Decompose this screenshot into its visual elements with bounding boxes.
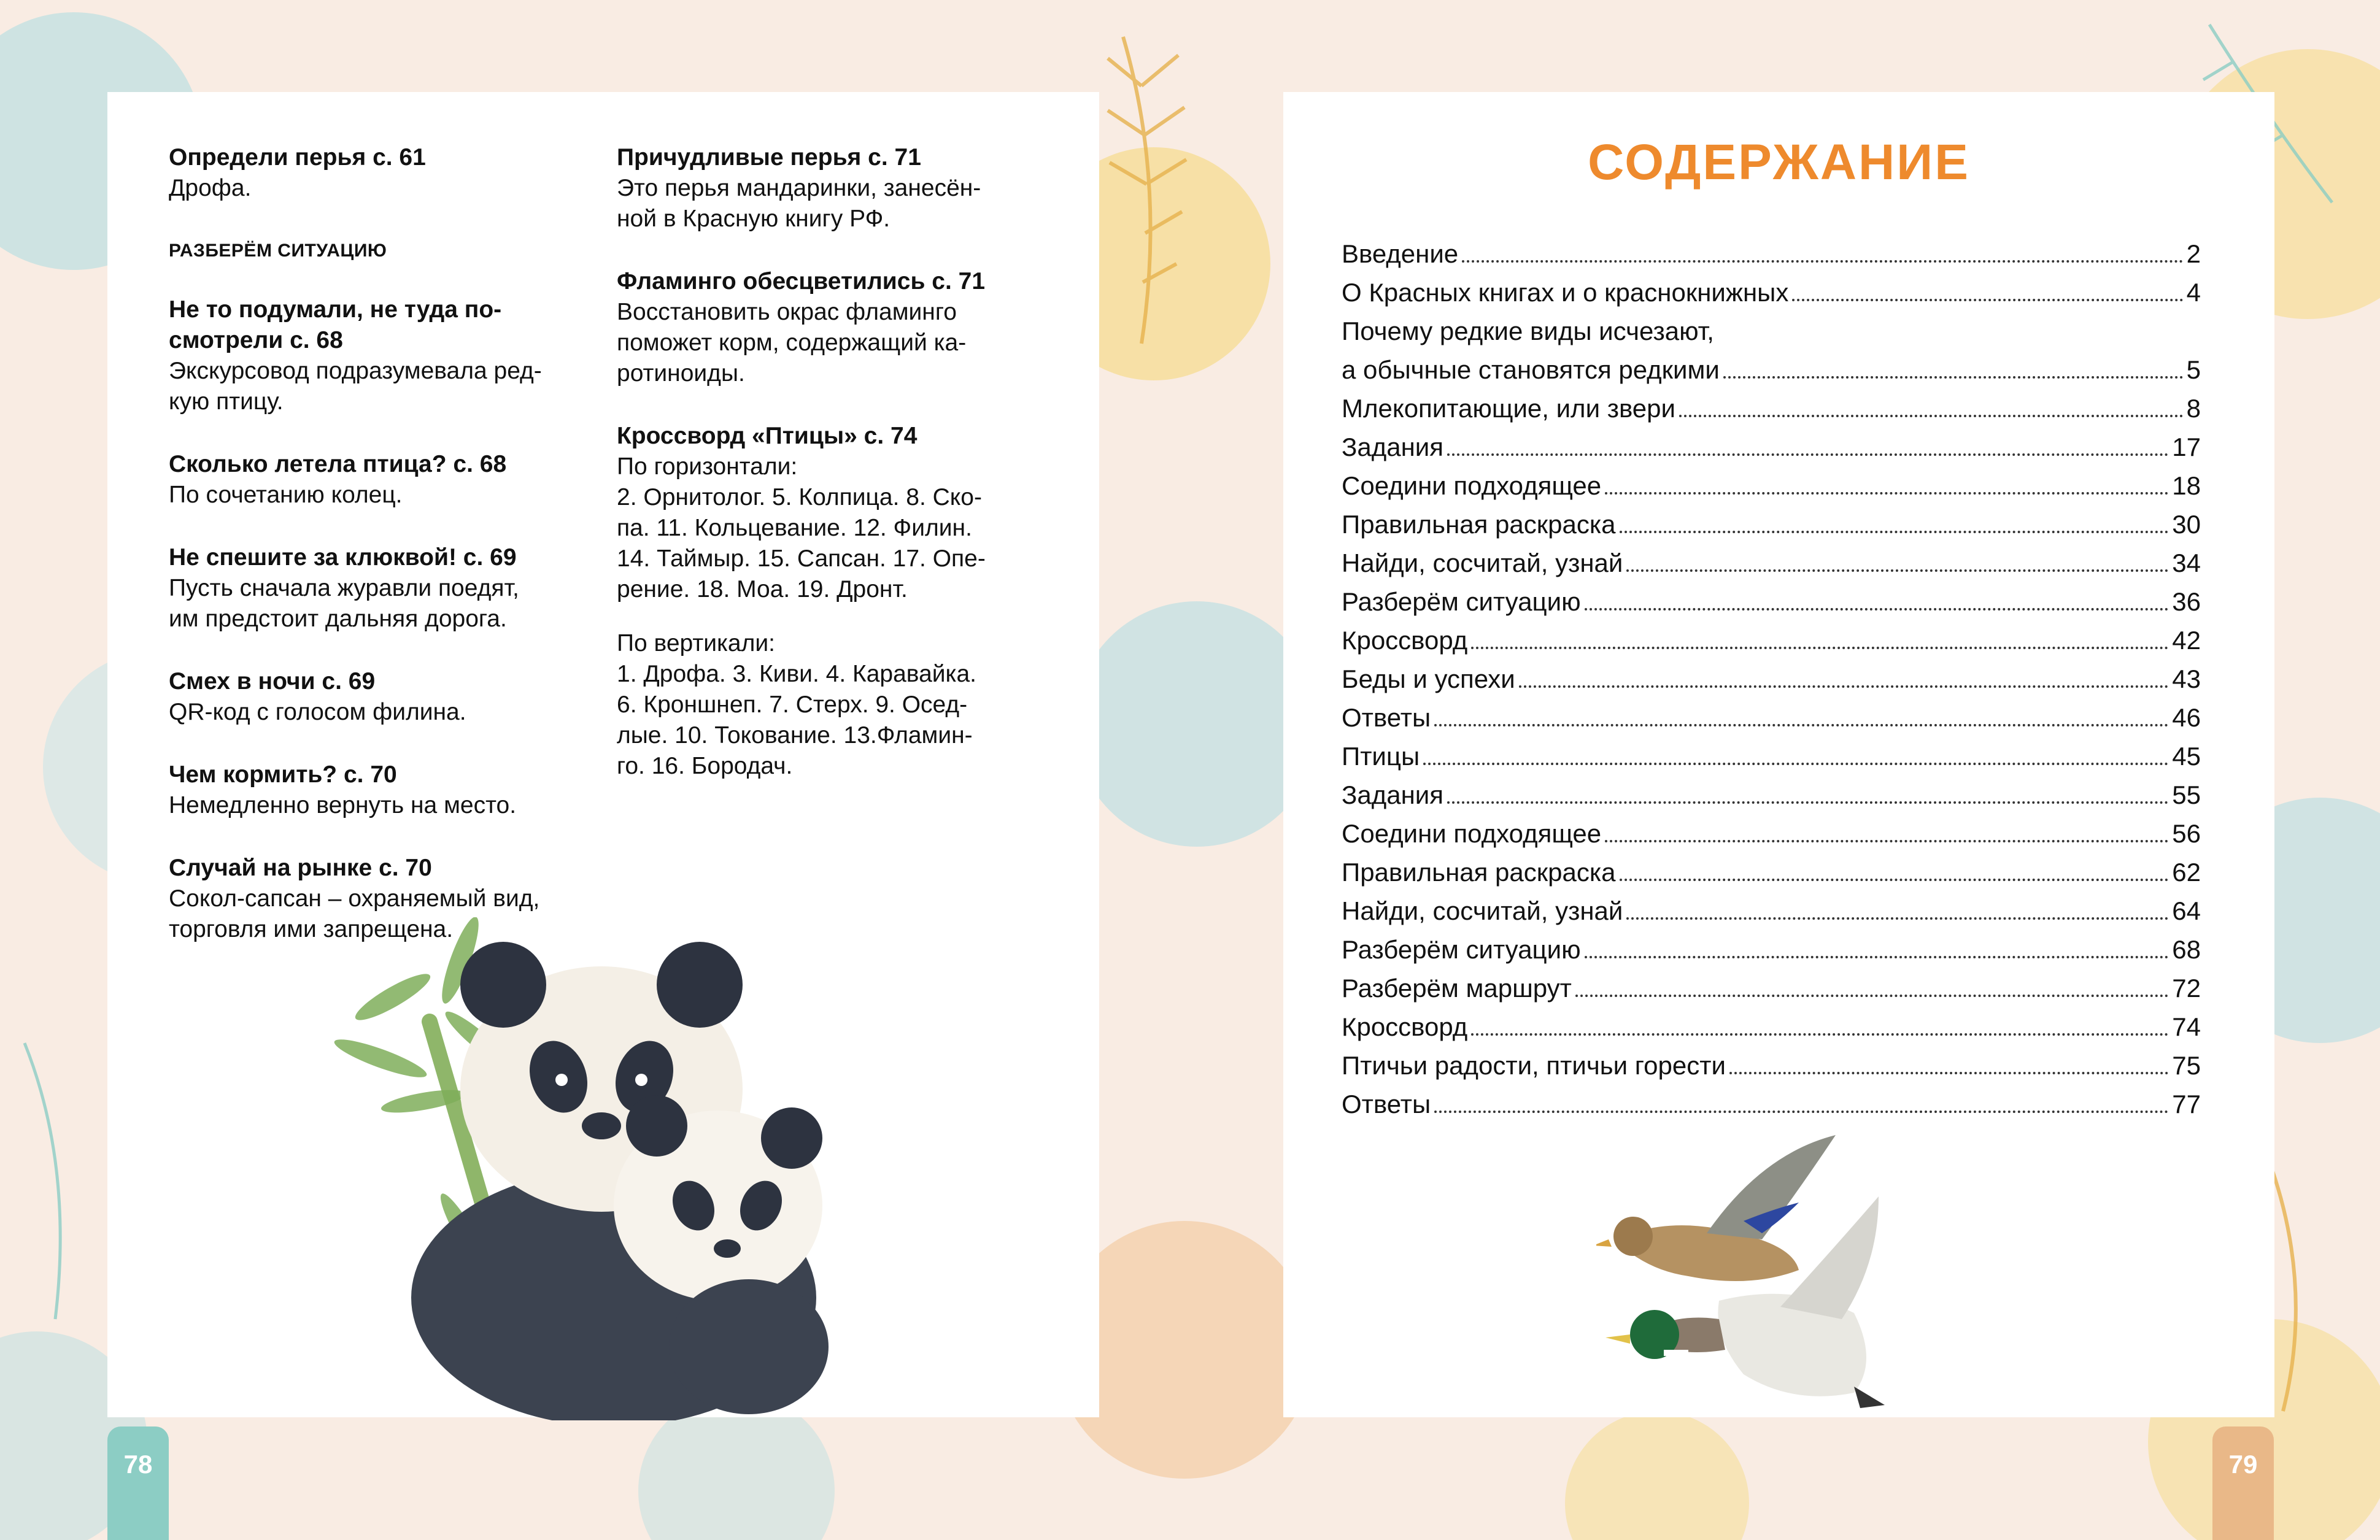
vertical-label: По вертикали: (617, 630, 775, 656)
dot-leader (1620, 531, 2169, 533)
toc-label: Беды и успехи (1342, 664, 1515, 693)
toc-page-number: 18 (2172, 471, 2201, 500)
table-of-contents (1342, 234, 2201, 1123)
toc-row (1342, 544, 2201, 582)
dot-leader (1471, 647, 2168, 649)
toc-row (1342, 582, 2201, 621)
toc-label: Разберём ситуацию (1342, 935, 1581, 964)
answer-text: Экскурсовод подразумевала ред- (169, 358, 542, 384)
answer-entry (169, 542, 598, 634)
toc-label: Найди, сосчитай, узнай (1342, 549, 1623, 577)
answer-text: Это перья мандаринки, занесён- (617, 175, 981, 201)
crossword-line: 6. Кроншнеп. 7. Стерх. 9. Осед- (617, 691, 968, 718)
answer-text: им предстоит дальняя дорога. (169, 606, 507, 632)
toc-page-number: 4 (2186, 278, 2201, 307)
answer-title: Сколько летела птица? с. 68 (169, 451, 507, 477)
dot-leader (1519, 685, 2169, 688)
answer-entry (169, 449, 598, 510)
toc-page-number: 64 (2172, 896, 2201, 925)
toc-page-number: 68 (2172, 935, 2201, 964)
toc-label: Правильная раскраска (1342, 858, 1616, 887)
toc-page-number: 55 (2172, 780, 2201, 809)
contents-title: СОДЕРЖАНИЕ (1588, 134, 1970, 190)
toc-label: Кроссворд (1342, 626, 1468, 655)
page-number-tab: 79 (2212, 1426, 2274, 1540)
toc-page-number: 56 (2172, 819, 2201, 848)
dot-leader (1723, 376, 2183, 379)
answer-entry (169, 142, 598, 204)
crossword-line: па. 11. Кольцевание. 12. Филин. (617, 515, 972, 541)
dot-leader (1626, 917, 2168, 920)
crossword-line: рение. 18. Моа. 19. Дронт. (617, 576, 908, 603)
toc-label: Разберём ситуацию (1342, 587, 1581, 616)
toc-label: Ответы (1342, 703, 1431, 732)
toc-label: а обычные становятся редкими (1342, 355, 1720, 384)
answer-title: Кроссворд «Птицы» с. 74 (617, 423, 918, 449)
toc-row (1342, 1007, 2201, 1046)
dot-leader (1729, 1072, 2168, 1074)
answer-title: Случай на рынке с. 70 (169, 855, 432, 881)
toc-page-number: 77 (2172, 1090, 2201, 1118)
toc-page-number: 8 (2186, 394, 2201, 423)
toc-page-number: 34 (2172, 549, 2201, 577)
answer-title: Фламинго обесцветились с. 71 (617, 268, 986, 295)
crossword-line: го. 16. Бородач. (617, 753, 793, 779)
dot-leader (1462, 260, 2182, 263)
answer-title: Не спешите за клюквой! с. 69 (169, 544, 517, 571)
toc-page-number: 72 (2172, 974, 2201, 1003)
toc-page-number: 17 (2172, 433, 2201, 461)
toc-label: Соедини подходящее (1342, 819, 1602, 848)
toc-label: Правильная раскраска (1342, 510, 1616, 539)
toc-row (1342, 698, 2201, 737)
crossword-line: 2. Орнитолог. 5. Колпица. 8. Ско- (617, 484, 982, 510)
dot-leader (1585, 956, 2169, 958)
toc-row (1342, 814, 2201, 853)
dot-leader (1423, 763, 2168, 765)
toc-row (1342, 350, 2201, 389)
toc-label: Задания (1342, 433, 1443, 461)
section-heading: РАЗБЕРЁМ СИТУАЦИЮ (169, 241, 387, 261)
horizontal-label: По горизонтали: (617, 453, 798, 480)
toc-row (1342, 776, 2201, 814)
crossword-line: 1. Дрофа. 3. Киви. 4. Каравайка. (617, 661, 976, 687)
toc-page-number: 45 (2172, 742, 2201, 771)
answer-title: Причудливые перья с. 71 (617, 144, 921, 171)
toc-row (1342, 234, 2201, 273)
toc-row (1342, 969, 2201, 1007)
toc-page-number: 36 (2172, 587, 2201, 616)
toc-page-number: 43 (2172, 664, 2201, 693)
toc-label: Млекопитающие, или звери (1342, 394, 1675, 423)
toc-page-number: 42 (2172, 626, 2201, 655)
left-page (107, 92, 1099, 1417)
dot-leader (1434, 724, 2168, 726)
toc-page-number: 75 (2172, 1051, 2201, 1080)
answer-entry (617, 266, 1040, 389)
toc-row (1342, 930, 2201, 969)
answer-title: Определи перья с. 61 (169, 144, 426, 171)
crossword-line: лые. 10. Токование. 13.Фламин- (617, 722, 973, 749)
answers-column-2 (617, 142, 1040, 814)
dot-leader (1471, 1033, 2168, 1036)
answer-text: торговля ими запрещена. (169, 916, 454, 942)
toc-label: Разберём маршрут (1342, 974, 1572, 1003)
toc-page-number: 74 (2172, 1012, 2201, 1041)
right-page (1283, 92, 2274, 1417)
toc-label: О Красных книгах и о краснокнижных (1342, 278, 1789, 307)
toc-row (1342, 737, 2201, 776)
toc-row (1342, 428, 2201, 466)
answer-entry (169, 760, 598, 821)
toc-row (1342, 853, 2201, 891)
toc-row (1342, 1046, 2201, 1085)
answer-text: ной в Красную книгу РФ. (617, 206, 891, 232)
answer-title: Смех в ночи с. 69 (169, 668, 376, 695)
answer-title: смотрели с. 68 (169, 327, 343, 353)
toc-label: Введение (1342, 239, 1459, 268)
toc-page-number: 5 (2186, 355, 2201, 384)
toc-label: Птицы (1342, 742, 1420, 771)
answer-text: По сочетанию колец. (169, 482, 403, 508)
dot-leader (1447, 453, 2168, 456)
toc-label: Кроссворд (1342, 1012, 1468, 1041)
dot-leader (1605, 492, 2168, 495)
crossword-answers (617, 421, 1040, 782)
dot-leader (1620, 879, 2169, 881)
toc-row (1342, 312, 2201, 350)
toc-row (1342, 505, 2201, 544)
toc-page-number: 2 (2186, 239, 2201, 268)
answer-entry (169, 295, 598, 417)
answer-text: Пусть сначала журавли поедят, (169, 575, 519, 601)
answer-title: Не то подумали, не туда по- (169, 296, 502, 323)
toc-label: Ответы (1342, 1090, 1431, 1118)
toc-label: Птичьи радости, птичьи горести (1342, 1051, 1726, 1080)
crossword-line: 14. Таймыр. 15. Сапсан. 17. Опе- (617, 545, 986, 572)
toc-row (1342, 660, 2201, 698)
toc-page-number: 30 (2172, 510, 2201, 539)
toc-label: Найди, сосчитай, узнай (1342, 896, 1623, 925)
answer-text: QR-код с голосом филина. (169, 699, 466, 725)
dot-leader (1447, 801, 2168, 804)
dot-leader (1434, 1111, 2168, 1113)
toc-row (1342, 621, 2201, 660)
toc-label: Соедини подходящее (1342, 471, 1602, 500)
answer-text: поможет корм, содержащий ка- (617, 329, 967, 356)
toc-row (1342, 891, 2201, 930)
toc-row (1342, 273, 2201, 312)
answer-text: Восстановить окрас фламинго (617, 299, 957, 325)
answer-entry (617, 142, 1040, 234)
dot-leader (1679, 415, 2183, 417)
toc-label: Задания (1342, 780, 1443, 809)
answer-text: Дрофа. (169, 175, 252, 201)
dot-leader (1792, 299, 2182, 301)
answer-text: ротиноиды. (617, 360, 745, 387)
dot-leader (1575, 995, 2168, 997)
toc-row (1342, 1085, 2201, 1123)
toc-row (1342, 389, 2201, 428)
answer-text: Сокол-сапсан – охраняемый вид, (169, 885, 540, 912)
toc-page-number: 62 (2172, 858, 2201, 887)
duck-illustration (1596, 1129, 1940, 1460)
page-number-tab: 78 (107, 1426, 169, 1540)
answer-text: кую птицу. (169, 388, 284, 415)
dot-leader (1626, 569, 2168, 572)
toc-page-number: 46 (2172, 703, 2201, 732)
answer-entry (169, 666, 598, 728)
dot-leader (1605, 840, 2168, 842)
toc-row (1342, 466, 2201, 505)
answer-text: Немедленно вернуть на место. (169, 792, 517, 818)
answers-column-1 (169, 142, 598, 977)
answer-title: Чем кормить? с. 70 (169, 761, 397, 788)
panda-illustration (325, 917, 878, 1420)
toc-label: Почему редкие виды исчезают, (1342, 317, 1714, 345)
dot-leader (1585, 608, 2169, 610)
